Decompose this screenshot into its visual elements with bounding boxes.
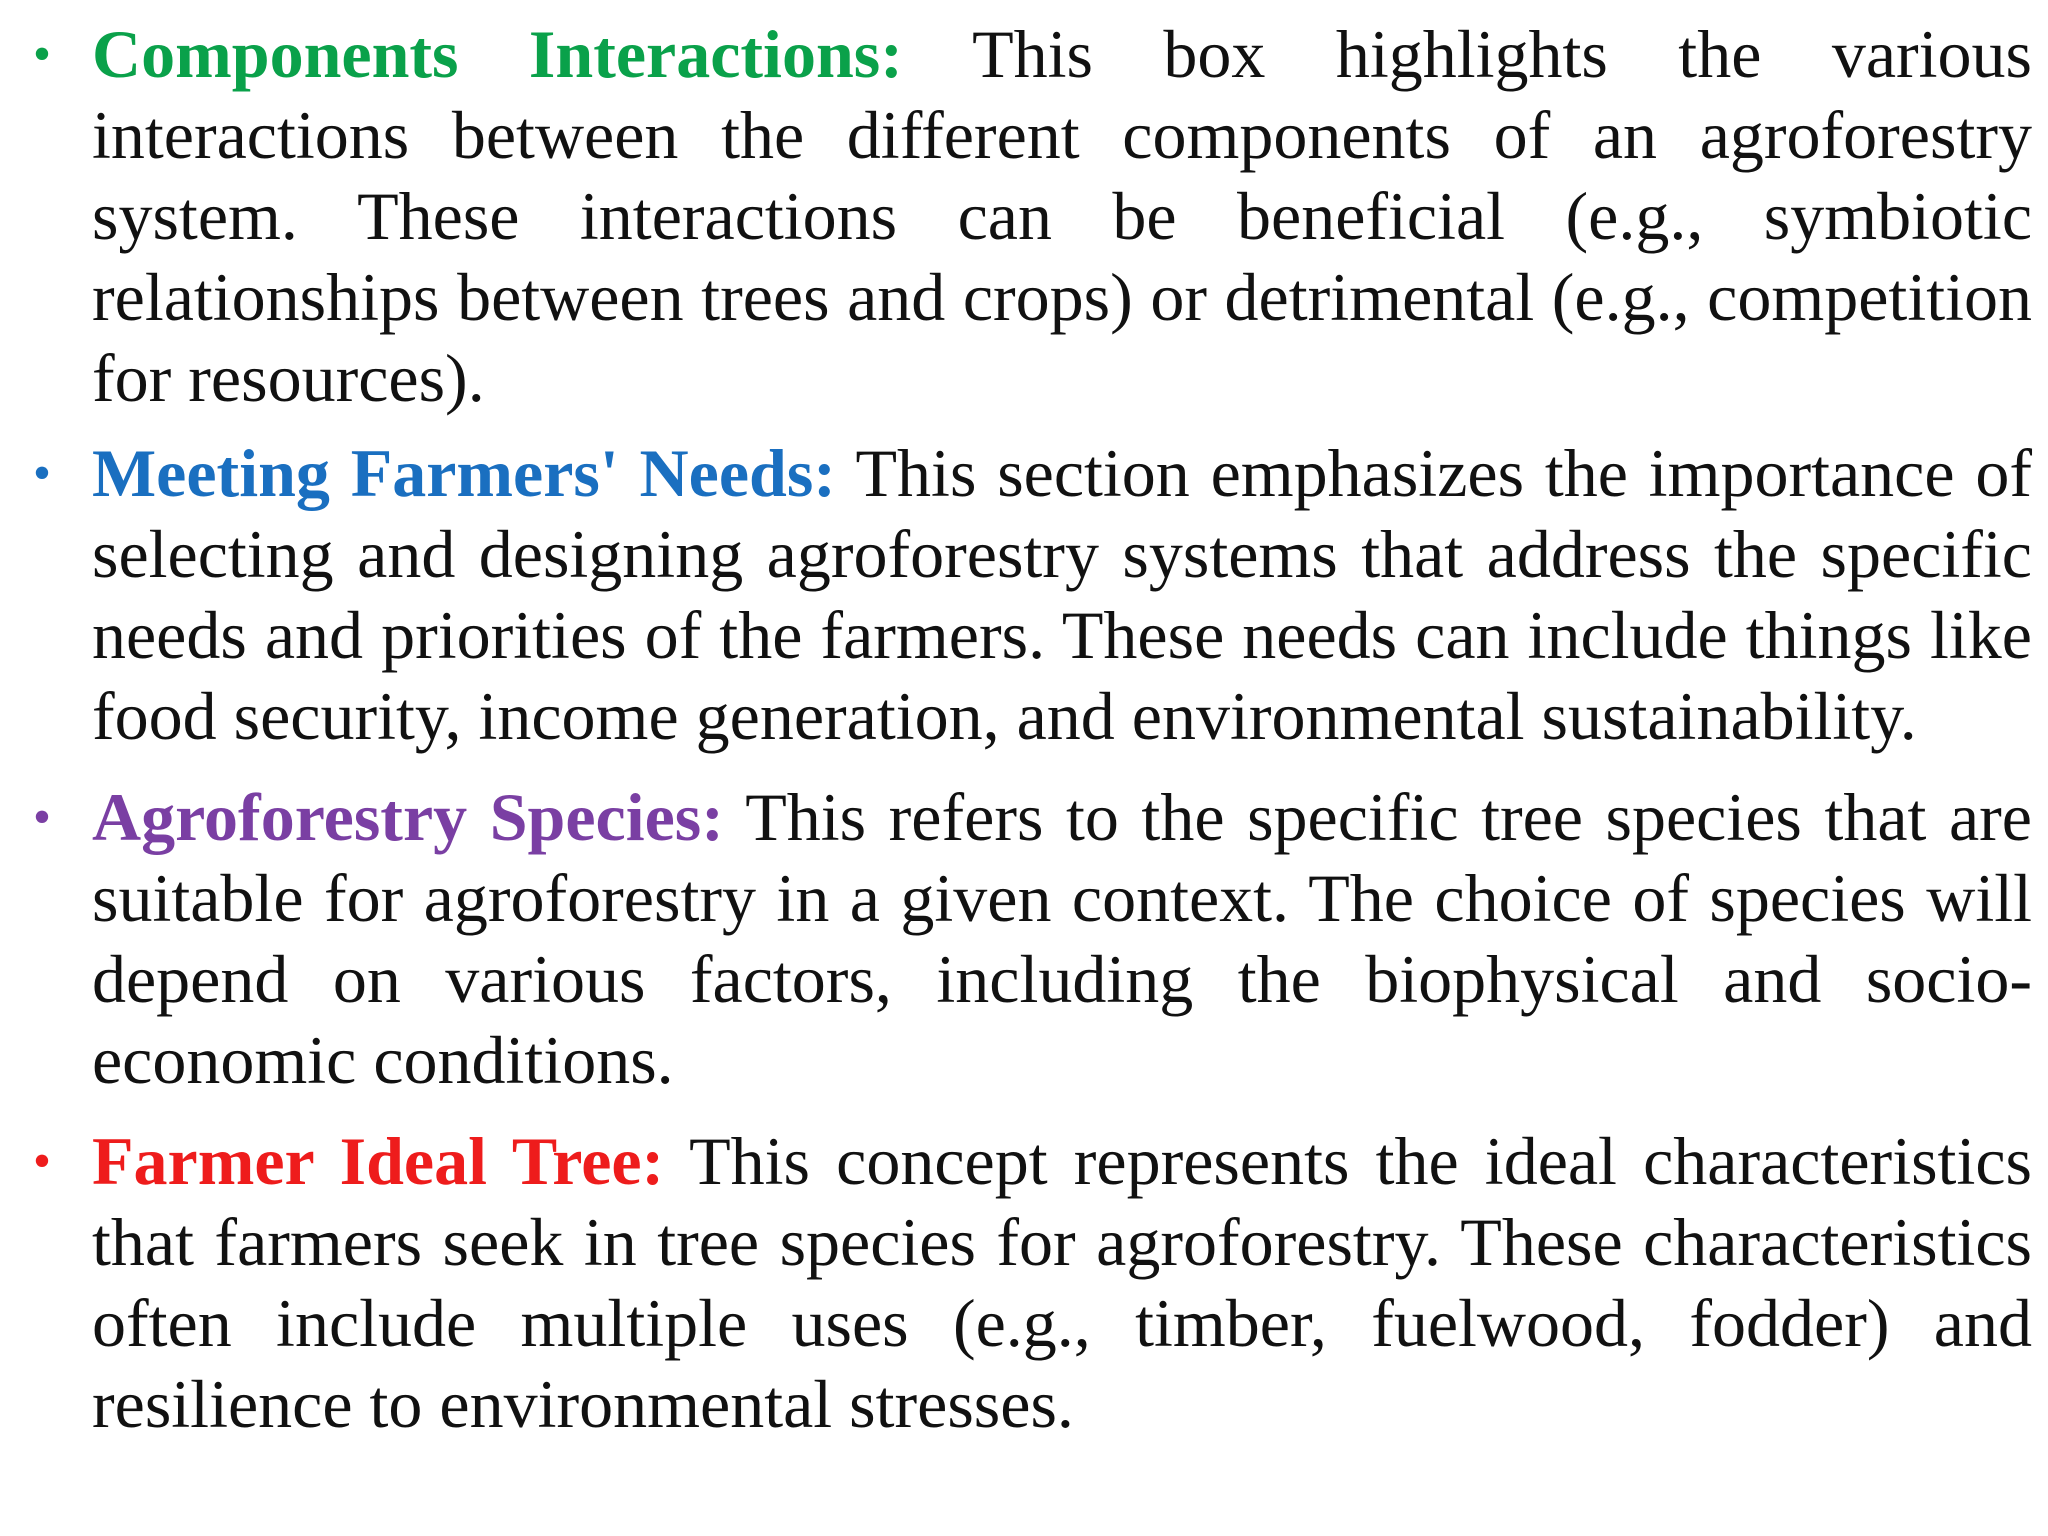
bullet-term: Meeting Farmers' Needs: — [92, 435, 836, 511]
bullet-item-meeting-farmers-needs — [32, 433, 2032, 757]
bullet-item-components-interactions — [32, 14, 2033, 419]
bullet-dot-icon: • — [32, 26, 52, 83]
bullet-dot-icon: • — [32, 445, 52, 502]
bullet-dot-icon: • — [32, 1133, 52, 1190]
bullet-dot-icon: • — [32, 789, 52, 846]
bullet-item-agroforestry-species — [32, 777, 2032, 1101]
bullet-list — [32, 14, 2033, 1459]
bullet-description: This concept represents the ideal characteristics that farmers seek in tree species for agroforestry. These characteristics often include multiple uses (e.g., timber, fuelwood, fodder) and resilience to environmental stresses. — [92, 1123, 2032, 1442]
bullet-description: This refers to the specific tree species that are suitable for agroforestry in a given context. The choice of species will depend on various factors, including the biophysical and socio-economic conditions. — [92, 779, 2032, 1098]
bullet-description: This section emphasizes the importance of selecting and designing agroforestry systems that address the specific needs and priorities of the farmers. These needs can include things like food security, income generation, and environmental sustainability. — [92, 435, 2032, 754]
bullet-description: This box highlights the various interactions between the different components of an agroforestry system. These interactions can be beneficial (e.g., symbiotic relationships between trees and crops) or detrimental (e.g., competition for resources). — [92, 16, 2033, 416]
bullet-term: Components Interactions: — [92, 16, 903, 92]
bullet-term: Agroforestry Species: — [92, 779, 724, 855]
bullet-term: Farmer Ideal Tree: — [92, 1123, 665, 1199]
bullet-item-farmer-ideal-tree — [32, 1121, 2032, 1445]
